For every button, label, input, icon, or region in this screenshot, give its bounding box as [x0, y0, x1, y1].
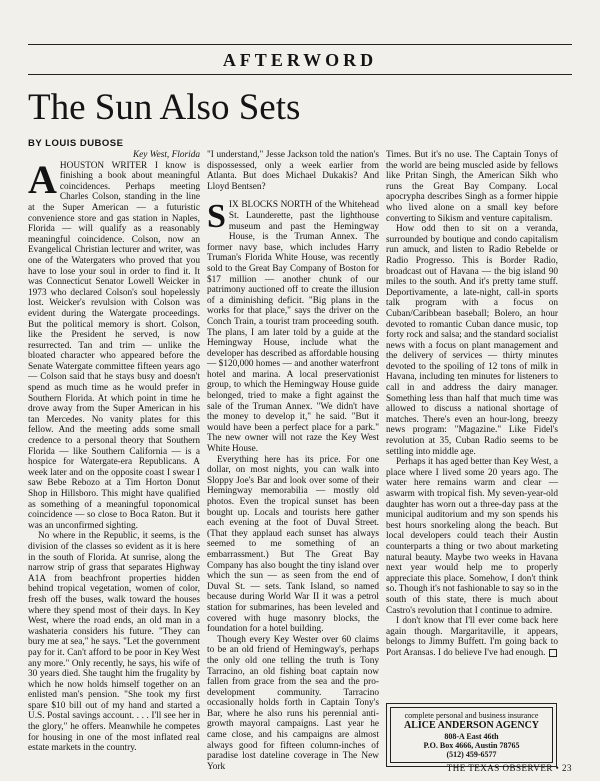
insurance-ad	[386, 703, 557, 767]
ad-tagline: complete personal and business insurance	[404, 711, 539, 720]
byline: BY LOUIS DUBOSE	[28, 138, 124, 149]
section-rule	[28, 74, 572, 75]
drop-cap: A	[28, 156, 57, 202]
page-footer: THE TEXAS OBSERVER • 23	[446, 763, 572, 773]
ad-address-1: 808-A East 46th	[444, 732, 499, 741]
ad-agency-name: ALICE ANDERSON AGENCY	[403, 720, 540, 731]
ad-phone: (512) 459-6577	[446, 750, 497, 759]
end-mark-icon	[549, 649, 557, 657]
paragraph: I don't know that I'll ever come back here again though. Margaritaville, it appears, belongs to Jimmy Buffett. I'm going back to Port Aransas. I do believe I've had enough.	[386, 616, 558, 658]
paragraph: Everything here has its price. For one dollar, on most nights, you can walk into Sloppy Joe's Bar and look over some of their Hemingway memorabilia — mostly old photos. Even the tropical sunset has been bought up. Locals and tourists here gather each evening at the foot of Duval Street. (That they applaud each sunset has always seemed to me something of an embarrassment.) But The Great Bay Company has also bought the tiny island over which the sun — as seen from the end of Duval St. — sets. Tank Island, so named because during World War II it was a petrol station for submarines, has been leveled and covered with huge masonry blocks, the foundation for a hotel building.	[207, 454, 379, 635]
paragraph: SIX BLOCKS NORTH of the Whitehead St. Launderette, past the lighthouse museum and past the Hemingway House, is the Truman Annex. The former navy base, which includes Harry Truman's Florida White House, was recently sold to the Great Bay Company of Boston for $17 million — another chunk of our patrimony auctioned off to create the illusion of a diminishing deficit. "Big plans in the works for that place," says the driver on the Conch Train, a tourist tram proceeding south. The plans, I am later told by a guide at the Hemingway House, include what the developer has described as affordable housing — $120,000 homes — and another waterfront hotel and marina. A local preservationist group, to which the Hemingway House guide belonged, tried to make a fight against the sale of the Truman Annex. "We didn't have the money to develop it," he said. "But it would have been a perfect place for a park." The new owner will not raze the Key West White House.	[207, 198, 379, 455]
article-headline: The Sun Also Sets	[28, 87, 301, 128]
drop-cap: S	[207, 198, 226, 236]
paragraph: How odd then to sit on a veranda, surrounded by boutique and condo capitalism run amuck, and listen to Radio Rebelde or Radio Progresso. This is Border Radio, broadcast out of Havana — the big island 90 miles to the south. And it's pretty tame stuff. Deportivamente, a late-night, call-in sports talk program with a focus on Cuban/Caribbean baseball; Bolero, an hour devoted to romantic Cuban dance music, top forty rock and salsa; and the standard socialist news with a focus on plant management and the delivery of services — thirty minutes devoted to the spoiling of 12 tons of milk in Havana, including ten minutes for listeners to call in and address the dairy manager. Something less than half that much time was allowed to discuss a national shortage of matches. There's even an hour-long, breezy news program: "Magazine." Like Fidel's revolution at 35, Cuban Radio seems to be settling into middle age.	[386, 224, 558, 457]
section-title: AFTERWORD	[222, 50, 378, 70]
paragraph: "I understand," Jesse Jackson told the nation's dispossessed, only a week earlier from Atlanta. But does Michael Dukakis? And Lloyd Bentsen?	[207, 150, 379, 192]
paragraph: AHOUSTON WRITER I know is finishing a book about meaningful coincidences. Perhaps meeting Charles Colson, standing in the line at the Super American — a futuristic convenience store and gas station in Naples, Florida — will qualify as a reasonably meaningful coincidence. Colson, now an Evangelical Christian lecturer and writer, was one of the Watergaters who proved that you have to lose your soul in order to find it. It was Connecticut Senator Lowell Weicker in 1973 who declared Colson's soul hopelessly lost. Weicker's revulsion with Colson was evident during the Watergate proceedings. But the political memory is short. Colson, like the President he served, is now resurrected. Tan and trim — unlike the bloated character who appeared before the Senate Watergate committee fifteen years ago — Colson said that he stays busy and doesn't spend as much time as he would prefer in Southern Florida. At which point in time he drove away from the Super American in his tan Mercedes. No vanity plates for this fellow. And the meeting adds some small credence to a personal theory that Southern Florida — like Southern California — is a hospice for Watergate-era Republicans. A week later and on the opposite coast I swear I saw Bebe Rebozo at a Tim Horton Donut Shop in Hillsboro. This might have qualified as something of a meaningful toponomical coincidence — so close to Boca Raton. But it was an unconfirmed sighting.	[28, 156, 200, 531]
paragraph: No where in the Republic, it seems, is the division of the classes so evident as it is here in the south of Florida. At sunrise, along the narrow strip of grass that separates Highway A1A from beachfront properties hidden behind tropical vegetation, women of color, fresh off the buses, walk toward the houses where they spend most of their days. In Key West, where the road ends, an old man in a washateria considers his future. "They can bury me at sea," he says. "Let the government pay for it. Can't afford to be poor in Key West any more." Only recently, he says, his wife of 30 years died. She taught him the frugality by which he now holds himself together on an enlisted man's pension. "She took my first spare $10 bill out of my hand and started a U.S. Postal savings account. . . . I'll see her in the glory," he offers. Meanwhile he competes for housing in one of the most inflated real estate markets in the country.	[28, 531, 200, 754]
paragraph: Times. But it's no use. The Captain Tonys of the world are being muscled aside by fellows like Pritan Singh, the American Sikh who runs the Great Bay Company. Local apocrypha describes Singh as a former hippie who lived alone on a small key before converting to Sikism and venture capitalism.	[386, 150, 558, 224]
column-3	[386, 150, 558, 700]
column-2	[207, 150, 379, 772]
column-1	[28, 150, 200, 754]
paragraph: Though every Key Wester over 60 claims to be an old friend of Hemingway's, perhaps the only old one telling the truth is Tony Tarracino, an old fishing boat captain now fallen from grace from the sea and the pro-development community. Tarracino occasionally holds forth in Captain Tony's Bar, where he also runs his perennial anti-growth mayoral campaigns. Last year he came close, and his campaigns are almost always good for fifteen column-inches of paradise lost dateline coverage in The New York	[207, 634, 379, 772]
paragraph: Perhaps it has aged better than Key West, a place where I lived some 20 years ago. The water here remains warm and clear — aswarm with tropical fish. My seven-year-old daughter has worn out a three-day pass at the municipal auditorium and my son spends his best hours snorkeling along the beach. But local developers could teach their Austin counterparts a thing or two about marketing natural beauty. Maybe two weeks in Havana next year would help me to properly appreciate this place. Somehow, I don't think so. Though it's not fashionable to say so in the south of this state, there is much about Castro's revolution that I continue to admire.	[386, 457, 558, 616]
top-rule	[28, 44, 572, 45]
dateline: Key West, Florida	[132, 150, 200, 160]
ad-address-2: P.O. Box 4666, Austin 78765	[423, 741, 520, 750]
